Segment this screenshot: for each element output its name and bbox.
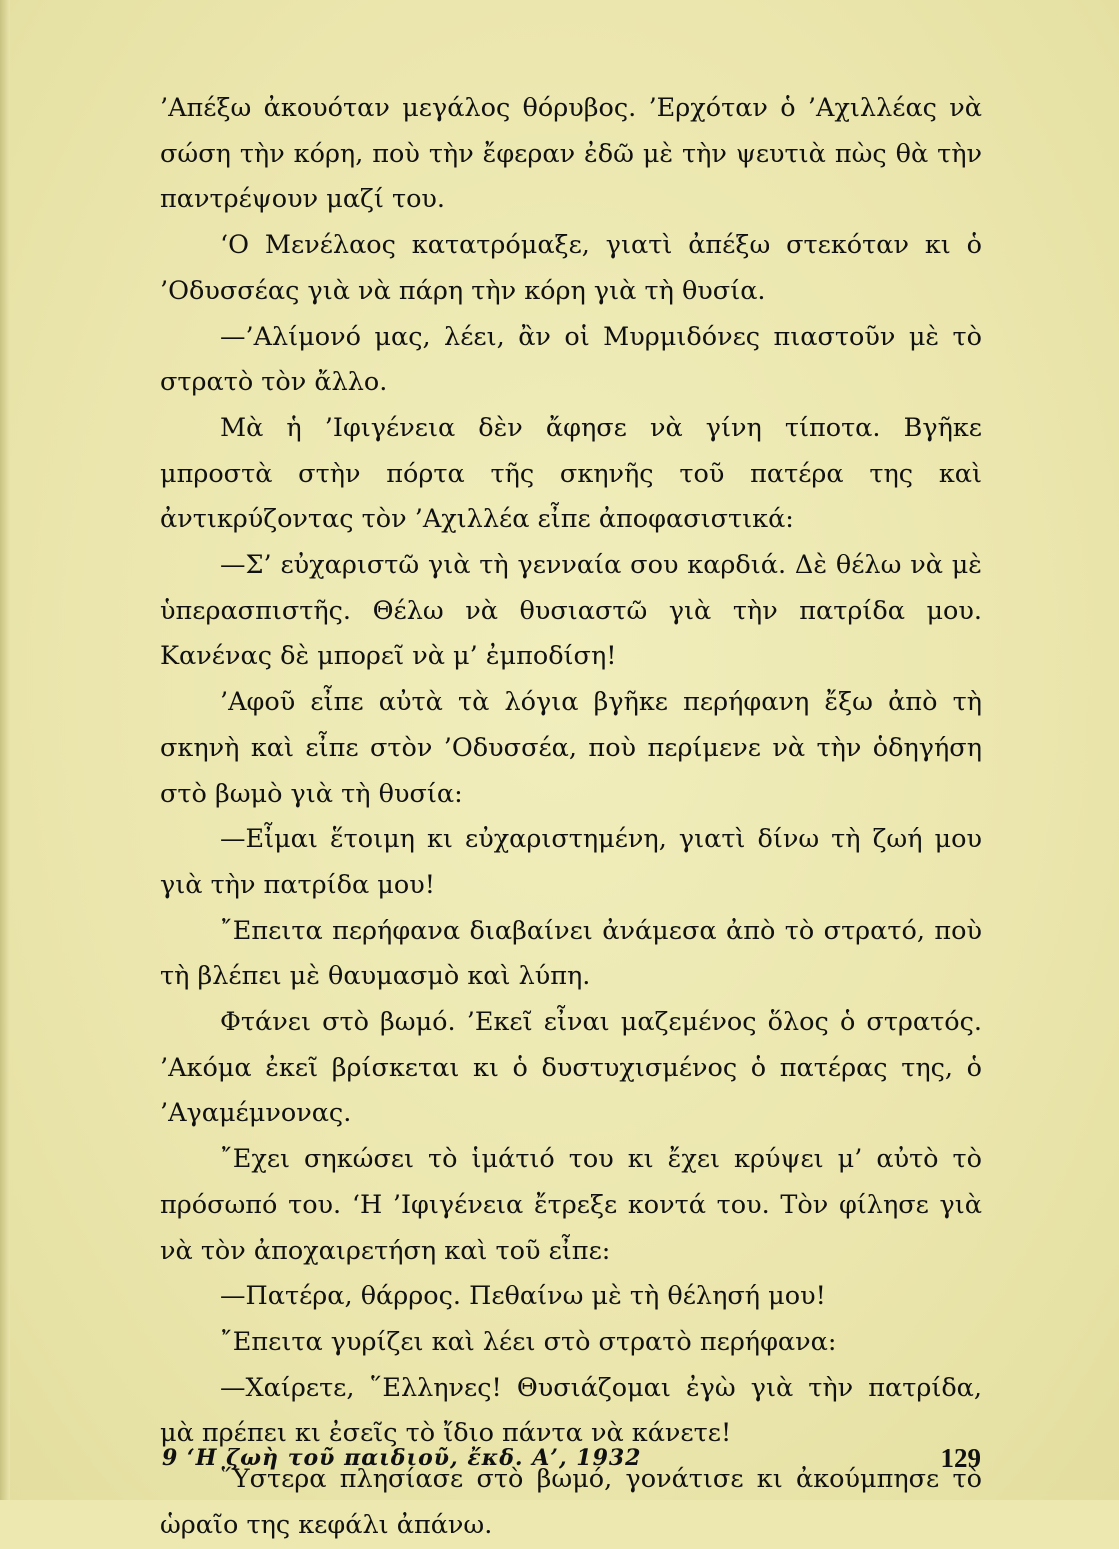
paragraph: —’Αλίμονό μας, λέει, ἂν οἱ Μυρμιδόνες πιαστοῦν μὲ τὸ στρατὸ τὸν ἄλλο. (160, 321, 982, 398)
paragraph: Φτάνει στὸ βωμό. ’Εκεῖ εἶναι μαζεμένος ὅλος ὁ στρατός. ’Ακόμα ἐκεῖ βρίσκεται κι ὁ δυστυχισμένος ὁ πατέρας της, ὁ ’Αγαμέμνονας. (160, 1007, 982, 1129)
paragraph: ’Απέξω ἀκουόταν μεγάλος θόρυβος. ’Ερχόταν ὁ ’Αχιλλέας νὰ σώση τὴν κόρη, ποὺ τὴν ἔφεραν ἐδῶ μὲ τὴν ψευτιὰ πὼς θὰ τὴν παντρέψουν μαζί του. (160, 93, 982, 215)
paragraph: ῎Επειτα γυρίζει καὶ λέει στὸ στρατὸ περήφανα: (220, 1326, 837, 1357)
paragraph: —Χαίρετε, ῞Ελληνες! Θυσιάζομαι ἐγὼ γιὰ τὴν πατρίδα, μὰ πρέπει κι ἐσεῖς τὸ ἴδιο πάντα νὰ κάνετε! (160, 1372, 982, 1449)
paragraph: ‘Ο Μενέλαος κατατρόμαξε, γιατὶ ἀπέξω στεκόταν κι ὁ ’Οδυσσέας γιὰ νὰ πάρη τὴν κόρη γιὰ τὴ θυσία. (160, 230, 982, 306)
paragraph: —Εἶμαι ἕτοιμη κι εὐχαριστημένη, γιατὶ δίνω τὴ ζωή μου γιὰ τὴν πατρίδα μου! (160, 824, 982, 900)
page-footer (162, 1438, 981, 1478)
paragraph: ῎Εχει σηκώσει τὸ ἱμάτιό του κι ἔχει κρύψει μ’ αὐτὸ τὸ πρόσωπό του. ‘Η ’Ιφιγένεια ἔτρεξε κοντά του. Τὸν φίλησε γιὰ νὰ τὸν ἀποχαιρετήση καὶ τοῦ εἶπε: (160, 1144, 982, 1266)
footer-signature-note: 9 ‘Η ζωὴ τοῦ παιδιοῦ, ἔκδ. Α’, 1932 (162, 1445, 642, 1471)
paragraph: ῞Υστερα πλησίασε στὸ βωμό, γονάτισε κι ἀκούμπησε τὸ ὡραῖο της κεφάλι ἀπάνω. (160, 1464, 982, 1540)
page-number: 129 (940, 1442, 981, 1473)
paragraph: —Σ’ εὐχαριστῶ γιὰ τὴ γενναία σου καρδιά. Δὲ θέλω νὰ μὲ ὑπερασπιστῆς. Θέλω νὰ θυσιαστῶ γιὰ τὴν πατρίδα μου. Κανένας δὲ μπορεῖ νὰ μ’ ἐμποδίση! (160, 550, 982, 672)
body-text (160, 86, 982, 1549)
page-binding-edge (0, 0, 10, 1500)
paragraph: —Πατέρα, θάρρος. Πεθαίνω μὲ τὴ θέλησή μου! (220, 1281, 826, 1312)
paragraph: ῎Επειτα περήφανα διαβαίνει ἀνάμεσα ἀπὸ τὸ στρατό, ποὺ τὴ βλέπει μὲ θαυμασμὸ καὶ λύπη. (160, 915, 982, 992)
paragraph: Μὰ ἡ ’Ιφιγένεια δὲν ἄφησε νὰ γίνη τίποτα. Βγῆκε μπροστὰ στὴν πόρτα τῆς σκηνῆς τοῦ πατέρα της καὶ ἀντικρύζοντας τὸν ’Αχιλλέα εἶπε ἀποφασιστικά: (160, 412, 982, 535)
paragraph: ’Αφοῦ εἶπε αὐτὰ τὰ λόγια βγῆκε περήφανη ἔξω ἀπὸ τὴ σκηνὴ καὶ εἶπε στὸν ’Οδυσσέα, ποὺ περίμενε νὰ τὴν ὁδηγήση στὸ βωμὸ γιὰ τὴ θυσία: (160, 687, 982, 809)
